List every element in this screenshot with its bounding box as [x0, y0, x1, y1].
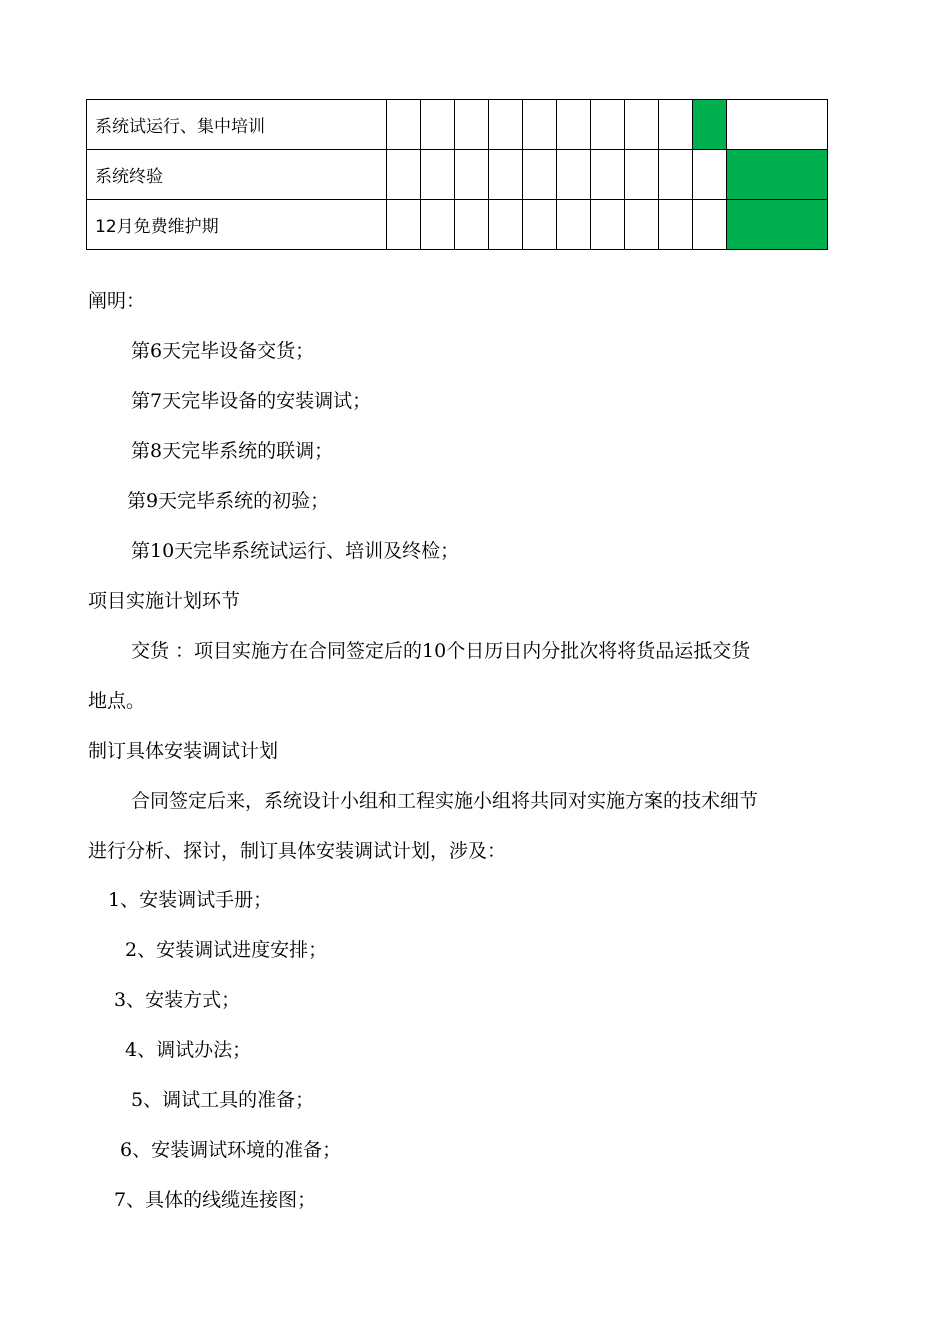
schedule-cell	[591, 150, 625, 200]
schedule-row-label: 系统终验	[87, 150, 387, 200]
schedule-cell	[693, 150, 727, 200]
schedule-cell	[387, 200, 421, 250]
schedule-cell	[727, 150, 828, 200]
schedule-cell	[421, 100, 455, 150]
schedule-row	[87, 100, 828, 150]
schedule-cell	[557, 150, 591, 200]
paragraph-line: 地点。	[88, 690, 146, 712]
schedule-row-label: 系统试运行、集中培训	[87, 100, 387, 150]
notes-heading: 阐明：	[88, 290, 146, 312]
schedule-cell	[659, 200, 693, 250]
schedule-cell	[421, 150, 455, 200]
schedule-cell	[489, 100, 523, 150]
note-item: 第10天完毕系统试运行、培训及终检；	[131, 540, 460, 562]
schedule-cell	[523, 200, 557, 250]
schedule-cell	[659, 100, 693, 150]
note-item: 第7天完毕设备的安装调试；	[131, 390, 372, 412]
schedule-row-label: 12月免费维护期	[87, 200, 387, 250]
schedule-cell	[625, 100, 659, 150]
schedule-cell	[557, 200, 591, 250]
schedule-cell	[489, 200, 523, 250]
paragraph-line: 交货 ：项目实施方在合同签定后的10个日历日内分批次将将货品运抵交货	[131, 640, 751, 662]
schedule-cell	[455, 200, 489, 250]
paragraph-line: 合同签定后来，系统设计小组和工程实施小组将共同对实施方案的技术细节	[131, 790, 759, 812]
schedule-cell	[727, 200, 828, 250]
schedule-cell	[387, 150, 421, 200]
note-item: 第9天完毕系统的初验；	[127, 490, 330, 512]
list-item: 2、安装调试进度安排；	[125, 939, 328, 961]
list-item: 5、调试工具的准备；	[131, 1089, 315, 1111]
schedule-cell	[693, 100, 727, 150]
schedule-cell	[625, 200, 659, 250]
section-heading: 项目实施计划环节	[88, 590, 241, 612]
schedule-cell	[659, 150, 693, 200]
schedule-cell	[693, 200, 727, 250]
list-item: 4、调试办法；	[125, 1039, 252, 1061]
schedule-cell	[591, 200, 625, 250]
schedule-cell	[727, 100, 828, 150]
list-item: 3、安装方式；	[114, 989, 241, 1011]
schedule-cell	[557, 100, 591, 150]
schedule-cell	[489, 150, 523, 200]
section-heading: 制订具体安装调试计划	[88, 740, 279, 762]
schedule-cell	[421, 200, 455, 250]
schedule-cell	[523, 150, 557, 200]
schedule-cell	[523, 100, 557, 150]
schedule-cell	[625, 150, 659, 200]
schedule-cell	[455, 100, 489, 150]
note-item: 第8天完毕系统的联调；	[131, 440, 334, 462]
schedule-row	[87, 150, 828, 200]
note-item: 第6天完毕设备交货；	[131, 340, 315, 362]
schedule-cell	[387, 100, 421, 150]
paragraph-line: 进行分析、探讨，制订具体安装调试计划，涉及：	[88, 840, 507, 862]
list-item: 6、安装调试环境的准备；	[120, 1139, 342, 1161]
list-item: 7、具体的线缆连接图；	[114, 1189, 317, 1211]
schedule-cell	[591, 100, 625, 150]
schedule-row	[87, 200, 828, 250]
schedule-table	[86, 99, 828, 250]
list-item: 1、安装调试手册；	[108, 889, 273, 911]
schedule-cell	[455, 150, 489, 200]
